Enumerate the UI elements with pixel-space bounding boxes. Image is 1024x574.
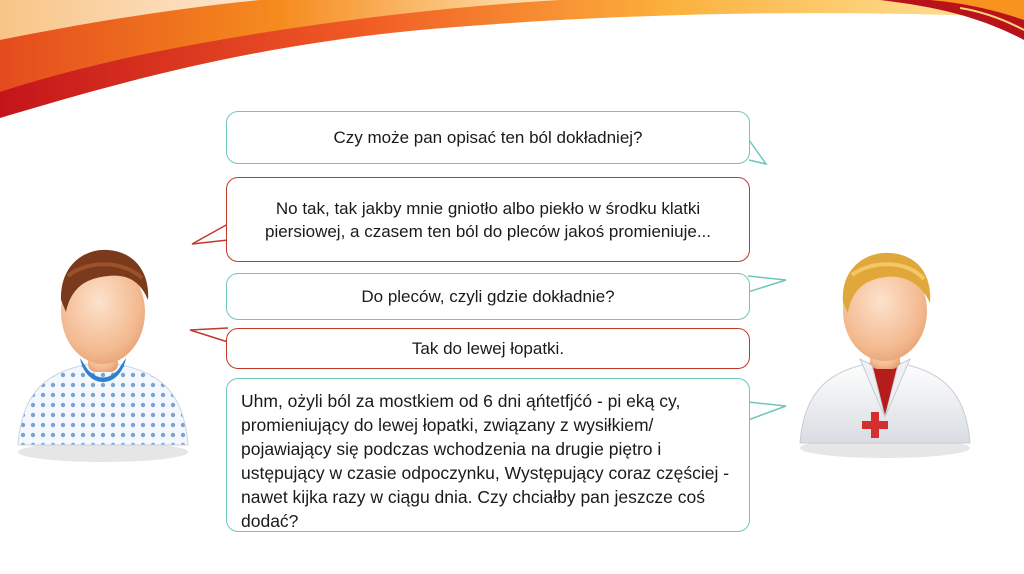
bubble-1-tail: [748, 138, 770, 166]
speech-bubble-patient-1: [226, 177, 750, 262]
patient-person-icon: [8, 240, 198, 465]
bubble-text: Uhm, ożyli ból za mostkiem od 6 dni ąńtetfjćó - pi eką cy, promieniujący do lewej łopatki, związany z wysiłkiem/ pojawiający się podczas wchodzenia na drugie piętro i ustępujący w czasie odpoczynku, Występujący coraz częściej - nawet kijka razy w ciągu dnia. Czy chciałby pan jeszcze coś dodać?: [241, 391, 730, 531]
bubble-3-tail: [748, 274, 788, 298]
bubble-text: Do pleców, czyli gdzie dokładnie?: [361, 287, 615, 306]
bubble-text: Czy może pan opisać ten ból dokładniej?: [333, 128, 643, 147]
bubble-4-tail: [188, 324, 230, 348]
speech-bubble-doctor-1: [226, 111, 750, 164]
bubble-5-tail: [748, 400, 788, 426]
bubble-text: Tak do lewej łopatki.: [411, 339, 565, 358]
speech-bubble-patient-2: [226, 328, 750, 369]
doctor-person-icon: [790, 245, 980, 460]
bubble-2-tail: [190, 222, 230, 250]
bubble-text: No tak, tak jakby mnie gniotło albo piekło w środku klatki piersiowej, a czasem ten ból do pleców jakoś promieniuje...: [264, 198, 711, 241]
speech-bubble-doctor-2: [226, 273, 750, 320]
speech-bubble-doctor-3: [226, 378, 750, 532]
